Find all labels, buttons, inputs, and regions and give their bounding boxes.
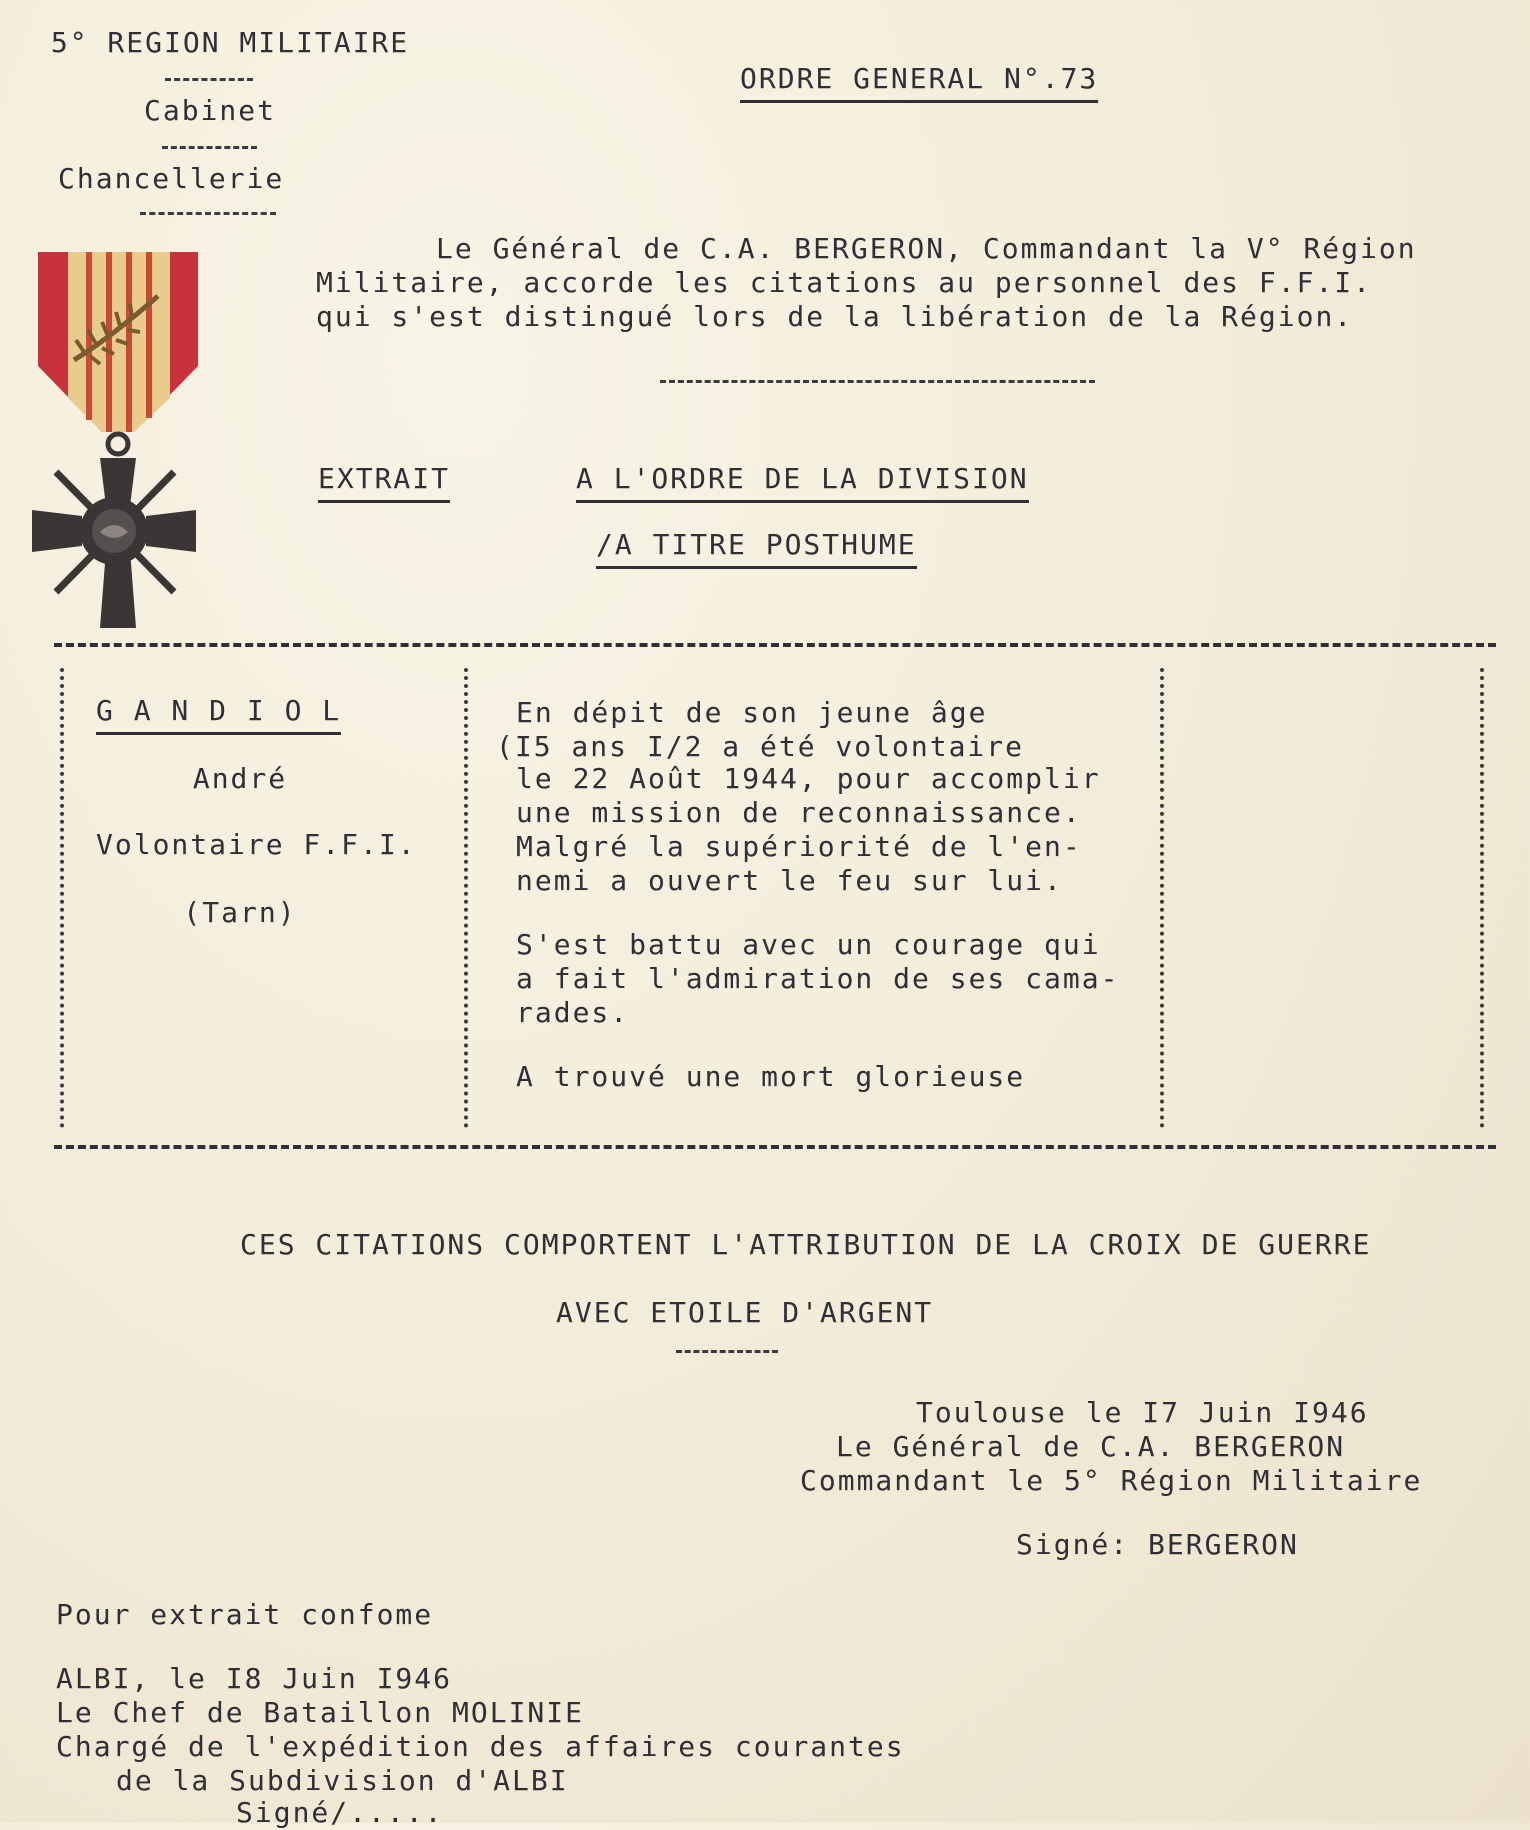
citation-text-line: le 22 Août 1944, pour accomplir — [516, 762, 1101, 795]
divider — [660, 380, 1095, 383]
divider — [676, 1350, 778, 1353]
signature-footer: Signé/..... — [236, 1796, 444, 1829]
citation-surname: G A N D I O L — [96, 694, 341, 735]
citation-text-line: (I5 ans I/2 a été volontaire — [496, 730, 1025, 763]
intro-line-2: Militaire, accorde les citations au personnel des F.F.I. — [316, 266, 1373, 299]
citation-department: (Tarn) — [183, 896, 297, 929]
cabinet-label: Cabinet — [143, 94, 276, 127]
croix-de-guerre-medal-icon — [30, 248, 200, 628]
table-column-rule — [60, 668, 64, 1128]
extract-label: EXTRAIT — [318, 462, 450, 503]
charge-expedition: Chargé de l'expédition des affaires courantes — [56, 1730, 905, 1763]
citation-text-line: S'est battu avec un courage qui — [516, 928, 1101, 961]
table-top-border — [54, 643, 1496, 647]
posthume-label: /A TITRE POSTHUME — [596, 528, 917, 569]
citation-text-line: Malgré la supériorité de l'en- — [516, 830, 1082, 863]
signed-name: Signé: BERGERON — [1016, 1528, 1299, 1561]
commandant-title: Commandant le 5° Région Militaire — [800, 1464, 1423, 1497]
albi-date: ALBI, le I8 Juin I946 — [56, 1662, 453, 1695]
intro-line-3: qui s'est distingué lors de la libération de la Région. — [316, 300, 1354, 333]
table-column-rule — [1480, 668, 1484, 1128]
order-title: ORDRE GENERAL N°.73 — [740, 62, 1098, 103]
citation-text-line: une mission de reconnaissance. — [516, 796, 1082, 829]
award-line-2: AVEC ETOILE D'ARGENT — [556, 1296, 934, 1329]
citation-firstname: André — [192, 762, 288, 795]
region-heading: 5° REGION MILITAIRE — [50, 26, 410, 59]
divider — [162, 146, 257, 149]
place-date: Toulouse le I7 Juin I946 — [916, 1396, 1369, 1429]
general-name: Le Général de C.A. BERGERON — [836, 1430, 1346, 1463]
chef-bataillon: Le Chef de Bataillon MOLINIE — [56, 1696, 585, 1729]
table-bottom-border — [54, 1145, 1496, 1149]
citation-text-line: En dépit de son jeune âge — [516, 696, 988, 729]
divider — [140, 212, 276, 215]
citation-text-line: rades. — [516, 996, 630, 1029]
table-column-rule — [464, 668, 468, 1128]
citation-status: Volontaire F.F.I. — [96, 828, 417, 861]
award-line-1: CES CITATIONS COMPORTENT L'ATTRIBUTION DE LA CROIX DE GUERRE — [240, 1228, 1372, 1261]
chancellerie-label: Chancellerie — [58, 162, 285, 195]
subdivision-albi: de la Subdivision d'ALBI — [116, 1764, 569, 1797]
divider — [165, 78, 253, 81]
citation-text-line: A trouvé une mort glorieuse — [516, 1060, 1026, 1093]
intro-line-1: Le Général de C.A. BERGERON, Commandant la V° Région — [436, 232, 1417, 265]
order-division: A L'ORDRE DE LA DIVISION — [576, 462, 1029, 503]
citation-text-line: a fait l'admiration de ses cama- — [516, 962, 1120, 995]
table-column-rule — [1160, 668, 1164, 1128]
conforme-label: Pour extrait confome — [56, 1598, 434, 1631]
citation-text-line: nemi a ouvert le feu sur lui. — [516, 864, 1063, 897]
